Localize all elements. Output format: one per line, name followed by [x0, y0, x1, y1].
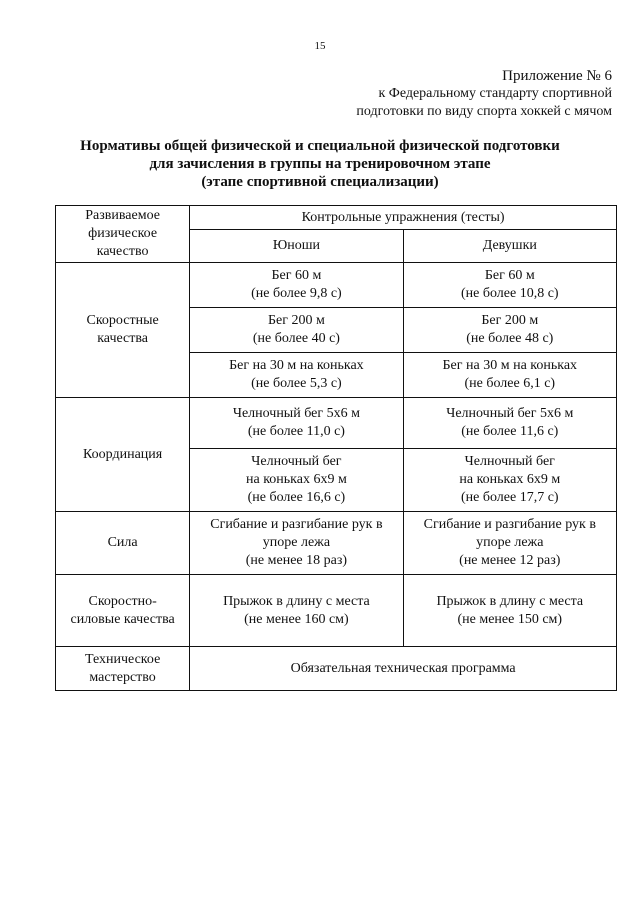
girls-test-cell	[403, 512, 616, 575]
test-line: Бег 200 м	[481, 313, 539, 328]
appendix-line-2: к Федеральному стандарту спортивной	[378, 86, 612, 101]
header-quality-line: Развиваемое	[85, 208, 160, 223]
appendix-number: Приложение № 6	[502, 68, 612, 84]
quality-cell	[56, 647, 190, 691]
boys-test-cell	[190, 263, 403, 308]
document-title	[0, 137, 640, 191]
technical-program-cell: Обязательная техническая программа	[190, 647, 617, 691]
test-line: Челночный бег	[251, 454, 342, 469]
test-line: (не более 40 с)	[252, 331, 340, 346]
header-boys-cell: Юноши	[190, 230, 403, 263]
girls-test-cell	[403, 449, 616, 512]
boys-test-cell	[190, 512, 403, 575]
boys-test-cell	[190, 575, 403, 647]
boys-test-cell	[190, 308, 403, 353]
quality-line: качества	[97, 331, 149, 346]
quality-cell	[56, 512, 190, 575]
test-line: упоре лежа	[262, 535, 331, 550]
page-number: 15	[314, 40, 326, 52]
boys-test-cell	[190, 353, 403, 398]
test-line: (не более 11,0 с)	[247, 424, 345, 439]
boys-test-cell	[190, 449, 403, 512]
test-line: Бег на 30 м на коньках	[229, 358, 364, 373]
test-line: (не более 6,1 с)	[464, 376, 556, 391]
girls-test-cell	[403, 263, 616, 308]
test-line: Сгибание и разгибание рук в	[423, 517, 596, 532]
test-line: Прыжок в длину с места	[223, 593, 370, 609]
test-line: Бег 60 м	[484, 268, 535, 283]
test-line: Челночный бег	[464, 454, 555, 469]
test-line: (не менее 12 раз)	[459, 553, 561, 568]
test-line: (не более 10,8 с)	[460, 286, 559, 301]
title-line-3: (этапе спортивной специализации)	[201, 174, 439, 190]
test-line: Бег 200 м	[267, 313, 325, 328]
header-girls-cell: Девушки	[403, 230, 616, 263]
test-line: (не более 48 с)	[466, 331, 554, 346]
test-line: (не более 5,3 с)	[251, 376, 342, 391]
test-line: Бег 60 м	[271, 268, 322, 283]
title-line-2: для зачисления в группы на тренировочном этапе	[149, 156, 491, 172]
quality-line: Техническое	[84, 651, 161, 667]
header-tests-cell: Контрольные упражнения (тесты)	[190, 206, 617, 230]
test-line: (не более 16,6 с)	[247, 490, 346, 505]
quality-cell	[56, 398, 190, 512]
test-line: (не более 11,6 с)	[461, 424, 559, 439]
test-line: на коньках 6х9 м	[459, 472, 561, 487]
test-line: (не более 9,8 с)	[251, 286, 342, 301]
girls-test-cell	[403, 398, 616, 449]
test-line: Бег на 30 м на коньках	[442, 358, 578, 373]
quality-line: силовые качества	[70, 611, 175, 627]
test-line: Челночный бег 5х6 м	[446, 406, 574, 421]
girls-test-cell	[403, 353, 616, 398]
quality-line: Скоростно-	[88, 593, 157, 609]
test-line: на коньках 6х9 м	[245, 472, 347, 487]
boys-test-cell	[190, 398, 403, 449]
quality-cell	[56, 263, 190, 398]
test-line: (не менее 150 см)	[457, 611, 563, 627]
appendix-header	[356, 67, 612, 121]
title-line-1: Нормативы общей физической и специальной физической подготовки	[80, 138, 560, 154]
standards-table	[55, 205, 617, 691]
quality-line: Сила	[107, 535, 138, 550]
quality-line: мастерство	[89, 669, 156, 685]
quality-line: Скоростные	[86, 313, 159, 328]
girls-test-cell	[403, 308, 616, 353]
test-line: упоре лежа	[476, 535, 544, 550]
quality-cell	[56, 575, 190, 647]
appendix-line-3: подготовки по виду спорта хоккей с мячом	[356, 104, 612, 119]
test-line: (не менее 18 раз)	[245, 553, 348, 568]
test-line: Челночный бег 5х6 м	[232, 406, 360, 421]
test-line: Сгибание и разгибание рук в	[210, 517, 383, 532]
test-line: (не более 17,7 с)	[460, 490, 559, 505]
quality-line: Координация	[83, 446, 163, 462]
test-line: (не менее 160 см)	[244, 611, 349, 627]
test-line: Прыжок в длину с места	[436, 593, 584, 609]
header-quality-cell	[56, 206, 190, 263]
header-quality-line: физическое	[88, 226, 158, 241]
header-quality-line: качество	[96, 244, 149, 259]
girls-test-cell	[403, 575, 616, 647]
